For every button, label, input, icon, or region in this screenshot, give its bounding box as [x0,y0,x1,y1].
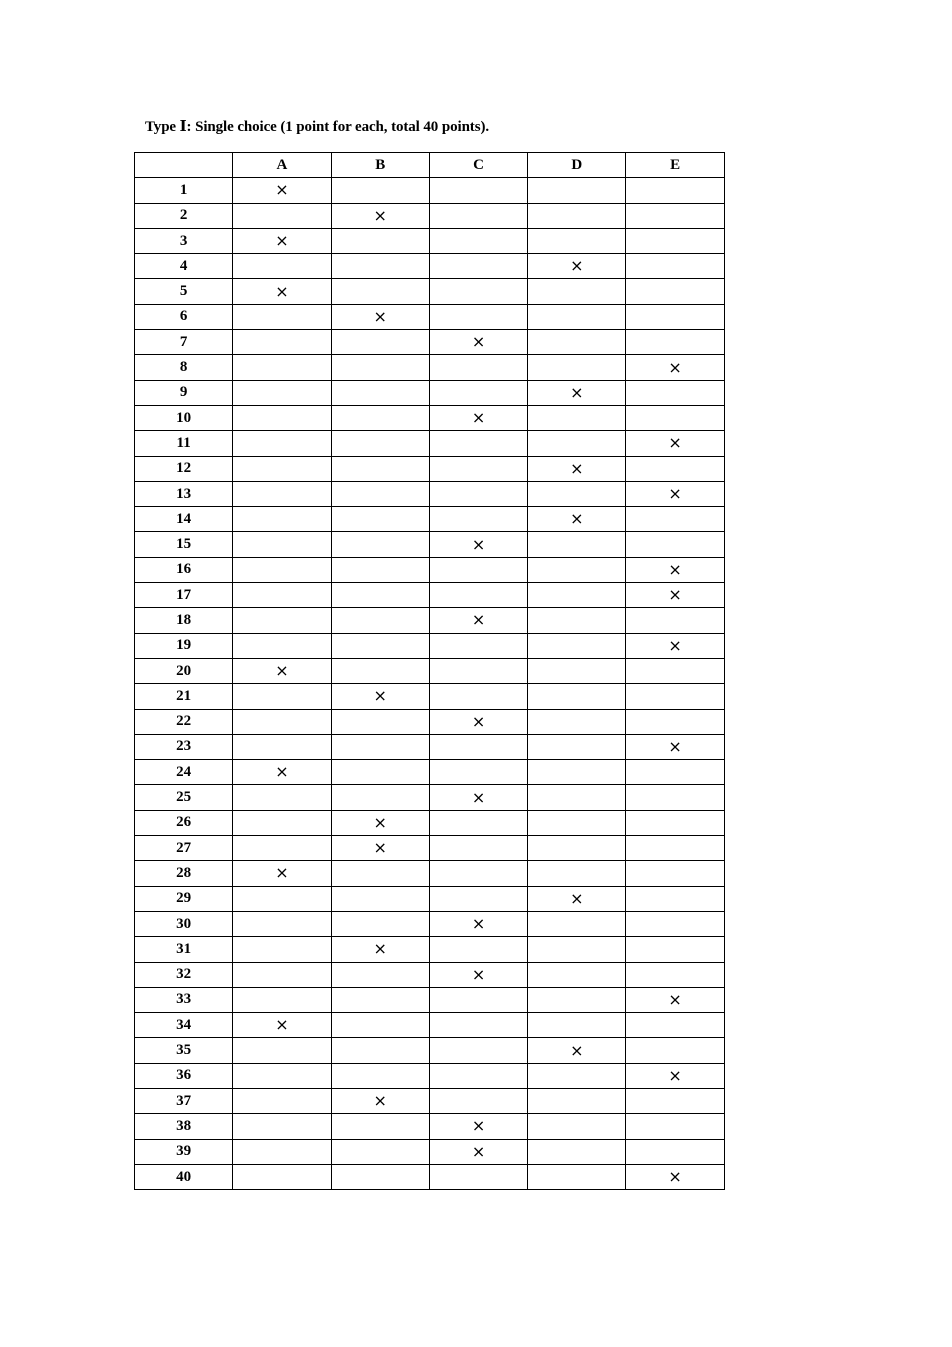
empty-cell [626,304,724,329]
empty-cell [331,760,429,785]
question-number: 40 [135,1164,233,1189]
empty-cell [528,987,626,1012]
empty-cell [331,1038,429,1063]
empty-cell [331,330,429,355]
answer-mark: × [528,507,626,532]
empty-cell [626,810,724,835]
answer-mark: × [331,684,429,709]
answer-mark: × [429,532,527,557]
answer-mark: × [626,355,724,380]
table-row [135,810,725,835]
question-number: 6 [135,304,233,329]
empty-cell [331,987,429,1012]
answer-mark: × [331,203,429,228]
empty-cell [528,836,626,861]
question-number: 33 [135,987,233,1012]
empty-cell [233,709,331,734]
table-row [135,532,725,557]
answer-mark: × [528,886,626,911]
empty-cell [528,1114,626,1139]
empty-cell [626,456,724,481]
table-row [135,254,725,279]
empty-cell [626,1088,724,1113]
column-header-b: B [331,153,429,178]
empty-cell [331,962,429,987]
question-number: 15 [135,532,233,557]
empty-cell [429,734,527,759]
answer-mark: × [429,709,527,734]
question-number: 31 [135,937,233,962]
empty-cell [233,380,331,405]
empty-cell [331,279,429,304]
table-row [135,633,725,658]
empty-cell [429,987,527,1012]
empty-cell [626,785,724,810]
answer-mark: × [233,1013,331,1038]
answer-mark: × [429,1114,527,1139]
table-row [135,203,725,228]
answer-mark: × [331,810,429,835]
empty-cell [626,861,724,886]
empty-cell [331,785,429,810]
empty-cell [233,1114,331,1139]
answer-mark: × [429,608,527,633]
empty-cell [429,456,527,481]
column-header-number [135,153,233,178]
answer-mark: × [528,380,626,405]
answer-mark: × [233,279,331,304]
question-number: 35 [135,1038,233,1063]
empty-cell [331,734,429,759]
question-number: 37 [135,1088,233,1113]
answer-table [134,152,725,1190]
empty-cell [429,557,527,582]
empty-cell [528,1164,626,1189]
empty-cell [528,203,626,228]
answer-mark: × [626,1063,724,1088]
empty-cell [429,178,527,203]
answer-mark: × [331,937,429,962]
empty-cell [528,431,626,456]
question-number: 25 [135,785,233,810]
question-number: 10 [135,405,233,430]
column-header-c: C [429,153,527,178]
question-number: 17 [135,583,233,608]
question-number: 34 [135,1013,233,1038]
empty-cell [233,810,331,835]
empty-cell [528,481,626,506]
answer-mark: × [331,1088,429,1113]
question-number: 27 [135,836,233,861]
empty-cell [626,1139,724,1164]
empty-cell [331,431,429,456]
empty-cell [528,658,626,683]
empty-cell [626,254,724,279]
question-number: 20 [135,658,233,683]
empty-cell [233,1139,331,1164]
empty-cell [233,734,331,759]
empty-cell [331,633,429,658]
table-row [135,987,725,1012]
answer-mark: × [429,330,527,355]
question-number: 8 [135,355,233,380]
empty-cell [331,405,429,430]
answer-mark: × [528,254,626,279]
empty-cell [331,1114,429,1139]
table-row [135,709,725,734]
table-row [135,178,725,203]
empty-cell [233,962,331,987]
question-number: 29 [135,886,233,911]
table-body [135,178,725,1190]
empty-cell [429,507,527,532]
table-row [135,405,725,430]
column-header-d: D [528,153,626,178]
question-number: 7 [135,330,233,355]
empty-cell [528,633,626,658]
table-row [135,330,725,355]
table-row [135,836,725,861]
empty-cell [626,962,724,987]
empty-cell [429,1063,527,1088]
empty-cell [233,431,331,456]
question-number: 14 [135,507,233,532]
table-row [135,1063,725,1088]
question-number: 1 [135,178,233,203]
table-row [135,760,725,785]
empty-cell [528,684,626,709]
table-row [135,380,725,405]
empty-cell [233,330,331,355]
question-number: 30 [135,911,233,936]
empty-cell [429,684,527,709]
answer-mark: × [528,1038,626,1063]
empty-cell [331,1164,429,1189]
empty-cell [233,583,331,608]
empty-cell [528,911,626,936]
empty-cell [331,456,429,481]
empty-cell [233,633,331,658]
question-number: 12 [135,456,233,481]
empty-cell [331,709,429,734]
empty-cell [233,456,331,481]
answer-mark: × [233,178,331,203]
empty-cell [429,254,527,279]
empty-cell [528,810,626,835]
empty-cell [331,355,429,380]
answer-mark: × [626,734,724,759]
table-row [135,911,725,936]
empty-cell [528,962,626,987]
empty-cell [233,1038,331,1063]
empty-cell [233,911,331,936]
empty-cell [626,684,724,709]
empty-cell [429,481,527,506]
empty-cell [626,760,724,785]
empty-cell [233,557,331,582]
empty-cell [233,886,331,911]
empty-cell [429,1038,527,1063]
table-row [135,658,725,683]
question-number: 21 [135,684,233,709]
table-row [135,684,725,709]
empty-cell [331,1013,429,1038]
table-row [135,608,725,633]
table-row [135,962,725,987]
empty-cell [331,886,429,911]
empty-cell [233,684,331,709]
empty-cell [331,583,429,608]
question-number: 23 [135,734,233,759]
empty-cell [429,836,527,861]
answer-mark: × [626,431,724,456]
empty-cell [528,608,626,633]
answer-mark: × [626,633,724,658]
empty-cell [429,228,527,253]
empty-cell [626,1013,724,1038]
empty-cell [233,481,331,506]
question-number: 19 [135,633,233,658]
empty-cell [233,507,331,532]
empty-cell [528,785,626,810]
answer-mark: × [626,987,724,1012]
question-number: 26 [135,810,233,835]
table-row [135,734,725,759]
empty-cell [331,178,429,203]
answer-mark: × [429,962,527,987]
empty-cell [528,1139,626,1164]
question-number: 5 [135,279,233,304]
table-row [135,355,725,380]
empty-cell [626,228,724,253]
empty-cell [528,1088,626,1113]
table-row [135,1013,725,1038]
answer-mark: × [331,304,429,329]
answer-mark: × [233,861,331,886]
empty-cell [429,861,527,886]
table-row [135,1139,725,1164]
empty-cell [429,304,527,329]
empty-cell [233,987,331,1012]
empty-cell [429,810,527,835]
empty-cell [233,304,331,329]
empty-cell [626,380,724,405]
answer-mark: × [626,557,724,582]
empty-cell [626,279,724,304]
empty-cell [429,760,527,785]
table-row [135,937,725,962]
answer-mark: × [233,658,331,683]
empty-cell [331,557,429,582]
empty-cell [626,203,724,228]
question-number: 32 [135,962,233,987]
empty-cell [429,1164,527,1189]
table-row [135,304,725,329]
empty-cell [528,178,626,203]
table-row [135,861,725,886]
question-number: 18 [135,608,233,633]
empty-cell [528,279,626,304]
answer-mark: × [626,481,724,506]
table-row [135,1088,725,1113]
table-row [135,557,725,582]
empty-cell [331,608,429,633]
table-header-row [135,153,725,178]
empty-cell [626,405,724,430]
table-row [135,228,725,253]
empty-cell [331,861,429,886]
empty-cell [626,330,724,355]
empty-cell [331,228,429,253]
question-number: 9 [135,380,233,405]
table-row [135,507,725,532]
answer-mark: × [429,785,527,810]
page-title: Type Ⅰ: Single choice (1 point for each, total 40 points). [145,119,489,135]
question-number: 36 [135,1063,233,1088]
empty-cell [626,658,724,683]
empty-cell [626,608,724,633]
empty-cell [331,658,429,683]
empty-cell [626,532,724,557]
question-number: 11 [135,431,233,456]
answer-mark: × [331,836,429,861]
table-row [135,481,725,506]
answer-mark: × [233,228,331,253]
answer-mark: × [429,405,527,430]
empty-cell [233,937,331,962]
empty-cell [528,228,626,253]
empty-cell [528,760,626,785]
empty-cell [233,355,331,380]
empty-cell [331,380,429,405]
empty-cell [528,532,626,557]
empty-cell [331,481,429,506]
answer-mark: × [528,456,626,481]
question-number: 13 [135,481,233,506]
empty-cell [233,405,331,430]
empty-cell [233,785,331,810]
question-number: 2 [135,203,233,228]
empty-cell [233,532,331,557]
question-number: 39 [135,1139,233,1164]
empty-cell [429,203,527,228]
empty-cell [528,1063,626,1088]
empty-cell [626,911,724,936]
answer-mark: × [429,1139,527,1164]
table-row [135,583,725,608]
empty-cell [331,254,429,279]
table-row [135,279,725,304]
empty-cell [528,405,626,430]
empty-cell [626,937,724,962]
table-row [135,1038,725,1063]
empty-cell [233,203,331,228]
empty-cell [429,658,527,683]
answer-mark: × [233,760,331,785]
table-row [135,785,725,810]
empty-cell [331,532,429,557]
empty-cell [626,507,724,532]
empty-cell [331,1063,429,1088]
empty-cell [429,937,527,962]
empty-cell [528,355,626,380]
empty-cell [429,583,527,608]
column-header-e: E [626,153,724,178]
empty-cell [528,304,626,329]
question-number: 24 [135,760,233,785]
table-row [135,456,725,481]
empty-cell [233,836,331,861]
empty-cell [528,709,626,734]
empty-cell [429,279,527,304]
empty-cell [331,507,429,532]
empty-cell [528,583,626,608]
table-row [135,431,725,456]
empty-cell [429,380,527,405]
empty-cell [626,178,724,203]
answer-mark: × [626,583,724,608]
empty-cell [429,355,527,380]
empty-cell [528,557,626,582]
empty-cell [233,1164,331,1189]
empty-cell [528,330,626,355]
question-number: 3 [135,228,233,253]
empty-cell [233,254,331,279]
empty-cell [429,886,527,911]
question-number: 38 [135,1114,233,1139]
empty-cell [528,734,626,759]
empty-cell [429,633,527,658]
empty-cell [528,861,626,886]
empty-cell [626,836,724,861]
empty-cell [626,1114,724,1139]
answer-mark: × [429,911,527,936]
empty-cell [528,937,626,962]
empty-cell [429,1013,527,1038]
question-number: 28 [135,861,233,886]
empty-cell [626,709,724,734]
empty-cell [429,431,527,456]
question-number: 16 [135,557,233,582]
empty-cell [626,886,724,911]
empty-cell [331,911,429,936]
question-number: 22 [135,709,233,734]
empty-cell [626,1038,724,1063]
empty-cell [528,1013,626,1038]
empty-cell [429,1088,527,1113]
table-row [135,1114,725,1139]
column-header-a: A [233,153,331,178]
empty-cell [233,1088,331,1113]
table-row [135,886,725,911]
table-row [135,1164,725,1189]
question-number: 4 [135,254,233,279]
answer-mark: × [626,1164,724,1189]
empty-cell [331,1139,429,1164]
empty-cell [233,608,331,633]
empty-cell [233,1063,331,1088]
